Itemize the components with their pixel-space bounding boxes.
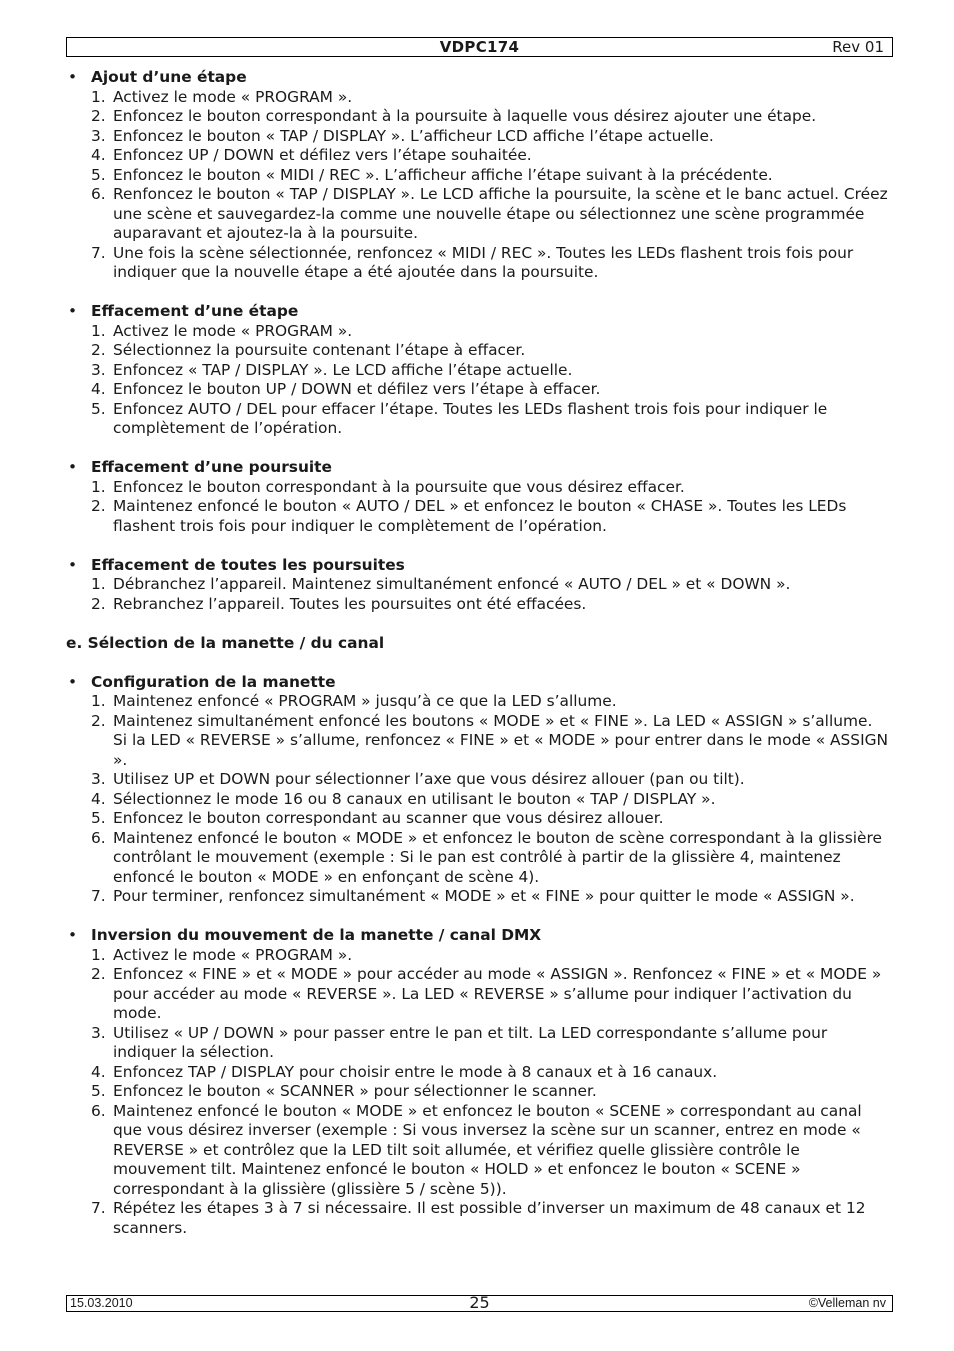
section-title: Effacement de toutes les poursuites xyxy=(91,555,405,574)
list-item: 4. Enfoncez TAP / DISPLAY pour choisir entre le mode à 8 canaux et à 16 canaux. xyxy=(91,1062,718,1081)
list-item: 3. Enfoncez le bouton « TAP / DISPLAY ». L’afficheur LCD affiche l’étape actuelle. xyxy=(91,126,714,145)
list-item: 3. Utilisez « UP / DOWN » pour passer entre le pan et tilt. La LED correspondante s’allume pour indiquer la sélection. xyxy=(91,1023,828,1061)
page-header xyxy=(66,37,893,57)
step-list xyxy=(66,946,890,1239)
section-delete-chase xyxy=(66,458,890,536)
list-item: 1. Enfoncez le bouton correspondant à la poursuite que vous désirez effacer. xyxy=(91,477,685,496)
list-item: 5. Enfoncez le bouton « SCANNER » pour sélectionner le scanner. xyxy=(91,1082,597,1100)
revision-label: Rev 01 xyxy=(832,38,884,56)
list-item: 6. Renfoncez le bouton « TAP / DISPLAY ». Le LCD affiche la poursuite, la scène et le banc actuel. Créez une scène et sauvegardez-la comme une nouvelle étape ou sélectionnez une scène programmée auparavant et ajoutez-la à la poursuite. xyxy=(91,185,888,242)
footer-copyright: ©Velleman nv xyxy=(808,1296,886,1310)
section-title: Ajout d’une étape xyxy=(91,68,247,86)
list-item: 5. Enfoncez AUTO / DEL pour effacer l’étape. Toutes les LEDs flashent trois fois pour indiquer le complètement de l’opération. xyxy=(91,399,828,437)
list-item: 1. Activez le mode « PROGRAM ». xyxy=(91,945,353,964)
step-list xyxy=(66,478,890,537)
list-item: 2. Enfoncez le bouton correspondant à la poursuite à laquelle vous désirez ajouter une étape. xyxy=(91,107,817,125)
list-item: 2. Maintenez simultanément enfoncé les boutons « MODE » et « FINE ». La LED « ASSIGN » s’allume. Si la LED « REVERSE » s’allume, renfoncez « FINE » et « MODE » pour entrer dans le mode « ASSIGN ». xyxy=(91,711,889,769)
bullet-icon: • xyxy=(68,68,78,86)
list-item: 4. Sélectionnez le mode 16 ou 8 canaux en utilisant le bouton « TAP / DISPLAY ». xyxy=(91,789,716,808)
step-list xyxy=(66,88,890,283)
document-model: VDPC174 xyxy=(439,38,520,56)
bullet-icon: • xyxy=(68,926,78,944)
step-list xyxy=(66,575,890,614)
list-item: 1. Débranchez l’appareil. Maintenez simultanément enfoncé « AUTO / DEL » et « DOWN ». xyxy=(91,575,791,593)
section-title: Effacement d’une poursuite xyxy=(91,458,332,476)
list-item: 6. Maintenez enfoncé le bouton « MODE » et enfoncez le bouton de scène correspondant à la glissière contrôlant le mouvement (exemple : Si le pan est contrôlé à partir de la glissière 4, maintenez enfoncé le bouton « MODE » en enfonçant de scène 4). xyxy=(91,828,882,886)
list-item: 3. Utilisez UP et DOWN pour sélectionner l’axe que vous désirez allouer (pan ou tilt). xyxy=(91,770,745,788)
list-item: 4. Enfoncez le bouton UP / DOWN et défilez vers l’étape à effacer. xyxy=(91,380,601,398)
step-list xyxy=(66,692,890,907)
footer-date: 15.03.2010 xyxy=(70,1296,133,1310)
bullet-icon: • xyxy=(68,672,78,691)
bullet-icon: • xyxy=(68,302,78,320)
section-joystick-reverse xyxy=(66,926,890,1238)
section-add-step xyxy=(66,68,890,283)
step-list xyxy=(66,322,890,439)
bullet-icon: • xyxy=(68,555,78,574)
chapter-heading: e. Sélection de la manette / du canal xyxy=(66,633,385,652)
list-item: 1. Activez le mode « PROGRAM ». xyxy=(91,87,353,106)
list-item: 2. Maintenez enfoncé le bouton « AUTO / DEL » et enfoncez le bouton « CHASE ». Toutes les LEDs flashent trois fois pour indiquer le complètement de l’opération. xyxy=(91,497,847,535)
list-item: 7. Répétez les étapes 3 à 7 si nécessaire. Il est possible d’inverser un maximum de 48 canaux et 12 scanners. xyxy=(91,1199,866,1237)
list-item: 5. Enfoncez le bouton correspondant au scanner que vous désirez allouer. xyxy=(91,809,664,827)
list-item: 3. Enfoncez « TAP / DISPLAY ». Le LCD affiche l’étape actuelle. xyxy=(91,360,573,379)
list-item: 5. Enfoncez le bouton « MIDI / REC ». L’afficheur affiche l’étape suivant à la précédente. xyxy=(91,165,773,184)
list-item: 4. Enfoncez UP / DOWN et défilez vers l’étape souhaitée. xyxy=(91,146,532,164)
list-item: 2. Sélectionnez la poursuite contenant l’étape à effacer. xyxy=(91,341,526,359)
list-item: 1. Activez le mode « PROGRAM ». xyxy=(91,321,353,340)
list-item: 1. Maintenez enfoncé « PROGRAM » jusqu’à ce que la LED s’allume. xyxy=(91,692,617,710)
section-title: Configuration de la manette xyxy=(91,672,336,691)
section-joystick-config xyxy=(66,673,890,907)
section-title: Effacement d’une étape xyxy=(91,302,299,320)
page-number: 25 xyxy=(469,1293,490,1312)
page-content xyxy=(66,68,890,1238)
section-delete-step xyxy=(66,302,890,439)
list-item: 2. Enfoncez « FINE » et « MODE » pour accéder au mode « ASSIGN ». Renfoncez « FINE » et « MODE » pour accéder au mode « REVERSE ». La LED « REVERSE » s’allume pour indiquer l’activation du mode. xyxy=(91,965,882,1022)
bullet-icon: • xyxy=(68,458,78,476)
list-item: 7. Pour terminer, renfoncez simultanément « MODE » et « FINE » pour quitter le mode « ASSIGN ». xyxy=(91,887,855,905)
page-footer xyxy=(66,1295,893,1312)
section-title: Inversion du mouvement de la manette / canal DMX xyxy=(91,926,542,944)
list-item: 7. Une fois la scène sélectionnée, renfoncez « MIDI / REC ». Toutes les LEDs flashent trois fois pour indiquer que la nouvelle étape a été ajoutée dans la poursuite. xyxy=(91,243,854,281)
list-item: 6. Maintenez enfoncé le bouton « MODE » et enfoncez le bouton « SCENE » correspondant au canal que vous désirez inverser (exemple : Si vous inversez la scène sur un scanner, entrez en mode « REVERSE » et contrôlez que la LED tilt soit allumée, et vérifiez quelle glissière contrôle le mouvement tilt. Maintenez enfoncé le bouton « HOLD » et enfoncez le bouton « SCENE » correspondant à la glissière (glissière 5 / scène 5)). xyxy=(91,1101,862,1198)
list-item: 2. Rebranchez l’appareil. Toutes les poursuites ont été effacées. xyxy=(91,594,587,613)
section-delete-all-chases xyxy=(66,556,890,615)
